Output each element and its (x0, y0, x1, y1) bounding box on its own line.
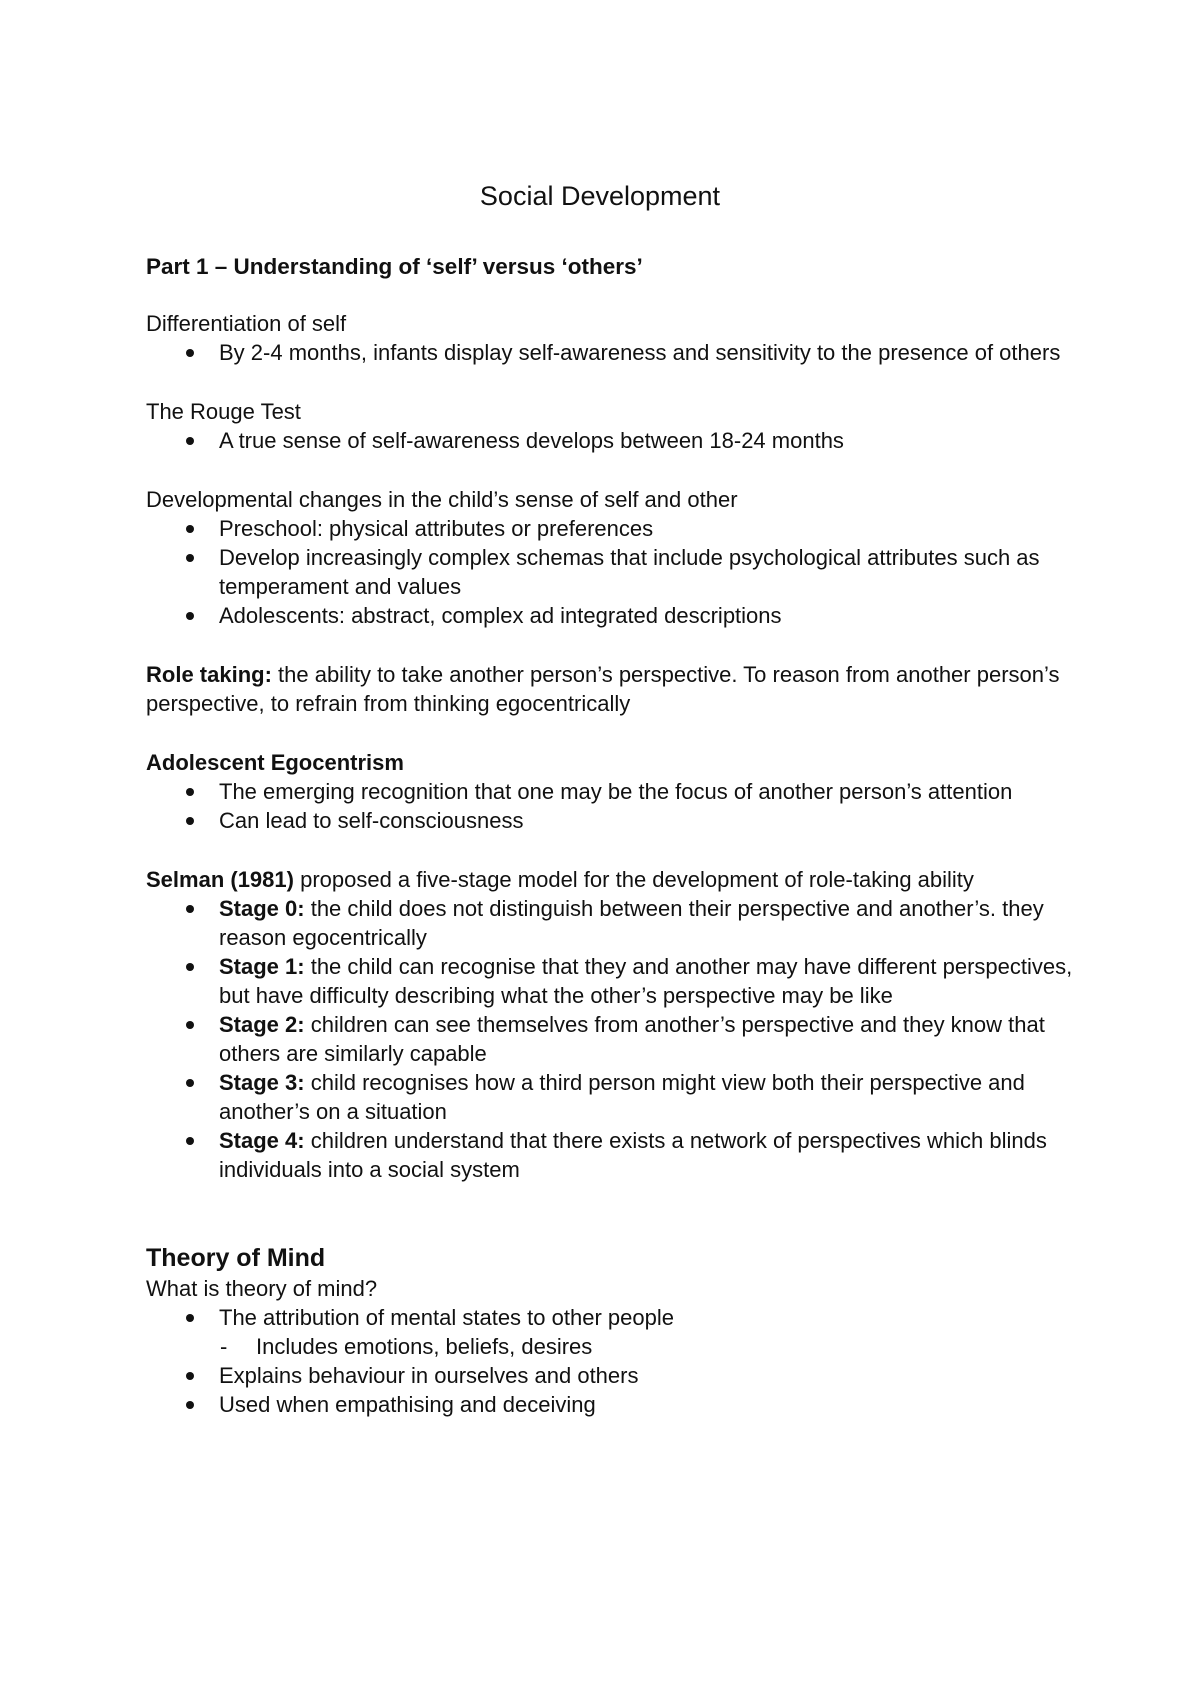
dash-icon: - (220, 1334, 228, 1359)
bullet-icon (186, 788, 194, 796)
list-item: - Includes emotions, beliefs, desires (220, 1334, 593, 1359)
bullet-icon (186, 1021, 194, 1029)
selman-intro: Selman (1981) proposed a five-stage model for the development of role-taking ability (146, 867, 974, 892)
role-taking-paragraph: Role taking: the ability to take another person’s perspective. To reason from another person’s perspective, to refrain from thinking egocentrically (146, 662, 1060, 716)
theory-of-mind-list (146, 1303, 1076, 1332)
document-body (146, 252, 1076, 1419)
bullet-icon (186, 437, 194, 445)
list-item: Adolescents: abstract, complex ad integrated descriptions (146, 601, 1076, 630)
rouge-test-section (146, 397, 1076, 455)
bullet-icon (186, 1314, 194, 1322)
selman-section (146, 865, 1076, 1184)
section-label: Differentiation of self (146, 311, 347, 336)
list-item: Develop increasingly complex schemas that include psychological attributes such as temperament and values (146, 543, 1076, 601)
list-item: Stage 2: children can see themselves from another’s perspective and they know that others are similarly capable (146, 1010, 1076, 1068)
bullet-icon (186, 1137, 194, 1145)
bullet-icon (186, 554, 194, 562)
list-item: By 2-4 months, infants display self-awareness and sensitivity to the presence of others (146, 338, 1076, 367)
bullet-icon (186, 1401, 194, 1409)
bullet-icon (186, 1372, 194, 1380)
list-item: Stage 3: child recognises how a third person might view both their perspective and another’s on a situation (146, 1068, 1076, 1126)
list-item: Used when empathising and deceiving (146, 1390, 1076, 1419)
list-item: A true sense of self-awareness develops between 18-24 months (146, 426, 1076, 455)
list-item: Stage 4: children understand that there exists a network of perspectives which blinds individuals into a social system (146, 1126, 1076, 1184)
bullet-icon (186, 349, 194, 357)
list-item: Preschool: physical attributes or preferences (146, 514, 1076, 543)
section-label: Adolescent Egocentrism (146, 750, 404, 775)
theory-of-mind-question: What is theory of mind? (146, 1276, 378, 1301)
bullet-icon (186, 963, 194, 971)
section-label: Developmental changes in the child’s sense of self and other (146, 487, 738, 512)
adolescent-egocentrism-section (146, 748, 1076, 835)
list-item: The attribution of mental states to other people (146, 1303, 1076, 1332)
differentiation-section (146, 309, 1076, 367)
developmental-changes-section (146, 485, 1076, 630)
list-item: Explains behaviour in ourselves and others (146, 1361, 1076, 1390)
section-label: The Rouge Test (146, 399, 301, 424)
bullet-icon (186, 905, 194, 913)
bullet-icon (186, 612, 194, 620)
bullet-icon (186, 525, 194, 533)
theory-of-mind-heading: Theory of Mind (146, 1244, 326, 1272)
list-item: The emerging recognition that one may be the focus of another person’s attention (146, 777, 1076, 806)
bullet-icon (186, 1079, 194, 1087)
role-taking-term: Role taking: (146, 662, 272, 687)
part-1-heading: Part 1 – Understanding of ‘self’ versus ‘others’ (146, 254, 643, 279)
list-item: Stage 1: the child can recognise that they and another may have different perspectives, but have difficulty describing what the other’s perspective may be like (146, 952, 1076, 1010)
list-item: Can lead to self-consciousness (146, 806, 1076, 835)
bullet-icon (186, 817, 194, 825)
list-item: Stage 0: the child does not distinguish between their perspective and another’s. they reason egocentrically (146, 894, 1076, 952)
page-title: Social Development (479, 181, 721, 211)
theory-of-mind-sublist (146, 1332, 1076, 1361)
